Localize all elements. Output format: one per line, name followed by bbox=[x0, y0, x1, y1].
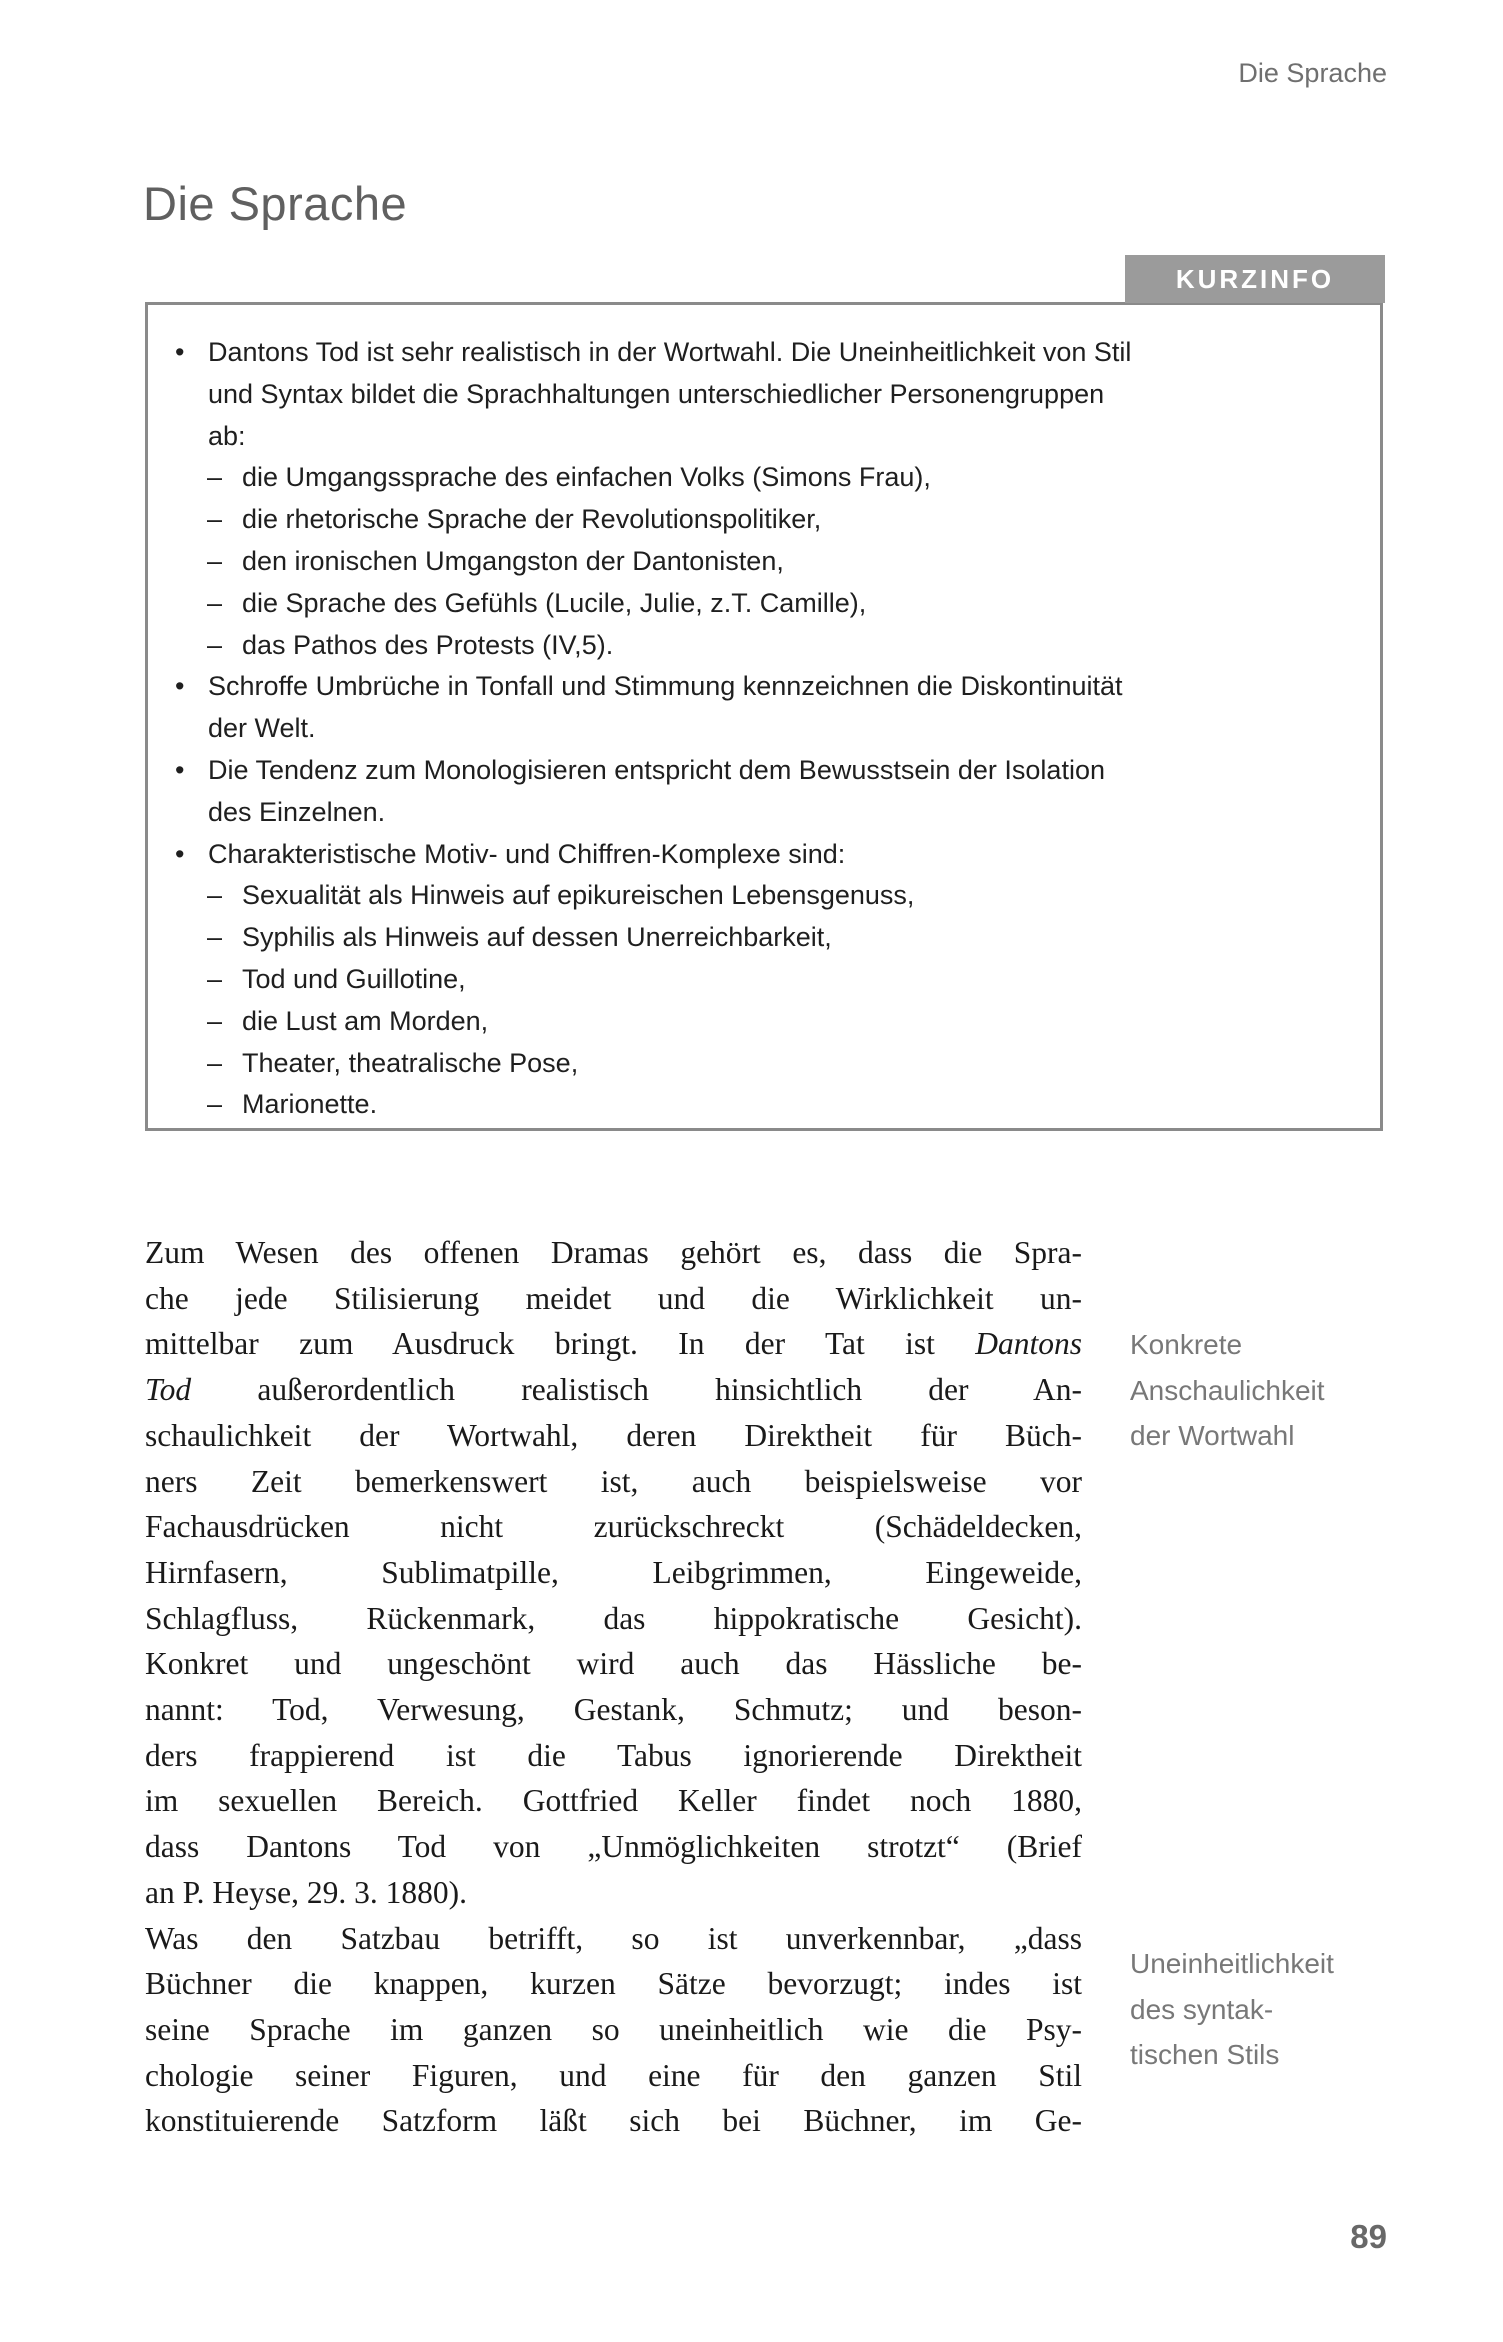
text-line: die Umgangssprache des einfachen Volks (Simons Frau), bbox=[242, 462, 931, 493]
dash-marker: – bbox=[207, 922, 223, 953]
text-line bbox=[145, 2007, 1082, 2053]
text-line bbox=[145, 1641, 1082, 1687]
text-line: Dantons Tod ist sehr realistisch in der Wortwahl. Die Uneinheitlichkeit von Stil bbox=[208, 337, 1132, 367]
page-title: Die Sprache bbox=[143, 177, 408, 230]
text-line: Tod und Guillotine, bbox=[242, 963, 466, 994]
text-segment: außerordentlich realistisch hinsichtlich der An- bbox=[191, 1372, 1082, 1408]
text-segment: chologie seiner Figuren, und eine für den ganzen Stil bbox=[145, 2057, 1082, 2093]
list-item-text bbox=[208, 834, 1360, 876]
list-item bbox=[148, 625, 1360, 667]
text-line: die Sprache des Gefühls (Lucile, Julie, z.T. Camille), bbox=[242, 587, 867, 618]
text-segment: ners Zeit bemerkenswert ist, auch beispielsweise vor bbox=[145, 1463, 1082, 1499]
dash-marker: – bbox=[207, 462, 223, 493]
list-item-text bbox=[242, 1001, 1360, 1043]
text-line: die rhetorische Sprache der Revolutionspolitiker, bbox=[242, 504, 822, 535]
text-line bbox=[145, 1824, 1082, 1870]
list-item bbox=[148, 666, 1360, 750]
text-line: Syphilis als Hinweis auf dessen Unerreichbarkeit, bbox=[242, 922, 832, 953]
text-segment: ders frappierend ist die Tabus ignorierende Direktheit bbox=[145, 1737, 1082, 1773]
dash-marker: – bbox=[207, 963, 223, 994]
kurzinfo-box bbox=[145, 302, 1383, 1131]
text-segment: nannt: Tod, Verwesung, Gestank, Schmutz; und beson- bbox=[145, 1692, 1082, 1728]
list-item-text bbox=[242, 1084, 1360, 1126]
list-item bbox=[148, 541, 1360, 583]
text-line bbox=[145, 1733, 1082, 1779]
text-line bbox=[145, 1870, 1082, 1916]
italic-text: Dantons bbox=[975, 1326, 1082, 1362]
list-item bbox=[148, 875, 1360, 917]
dash-marker: – bbox=[207, 880, 223, 911]
dash-marker: – bbox=[207, 1089, 223, 1120]
text-segment: Konkret und ungeschönt wird auch das Hässliche be- bbox=[145, 1646, 1082, 1682]
text-line bbox=[145, 1916, 1082, 1962]
list-item-text bbox=[208, 750, 1360, 834]
text-line bbox=[145, 1230, 1082, 1276]
list-item-text bbox=[242, 541, 1360, 583]
text-line: Konkrete bbox=[1130, 1329, 1243, 1360]
kurzinfo-badge: KURZINFO bbox=[1125, 255, 1385, 303]
list-item-text bbox=[242, 959, 1360, 1001]
text-line: Anschaulichkeit bbox=[1130, 1374, 1325, 1406]
text-line: des syntak- bbox=[1130, 1993, 1274, 2025]
text-line bbox=[145, 1596, 1082, 1642]
text-line bbox=[145, 1687, 1082, 1733]
list-item bbox=[148, 959, 1360, 1001]
text-line bbox=[145, 2053, 1082, 2099]
text-line: des Einzelnen. bbox=[208, 796, 386, 827]
list-item bbox=[148, 583, 1360, 625]
text-segment: Hirnfasern, Sublimatpille, Leibgrimmen, Eingeweide, bbox=[145, 1554, 1082, 1590]
list-item-text bbox=[242, 875, 1360, 917]
italic-text: Tod bbox=[145, 1372, 192, 1408]
list-item bbox=[148, 1001, 1360, 1043]
list-item-text bbox=[208, 666, 1360, 750]
text-segment: dass Dantons Tod von „Unmöglichkeiten strotzt“ (Brief bbox=[145, 1829, 1082, 1865]
text-segment: mittelbar zum Ausdruck bringt. In der Tat ist bbox=[145, 1326, 976, 1362]
text-line: Marionette. bbox=[242, 1089, 378, 1120]
text-segment: che jede Stilisierung meidet und die Wirklichkeit un- bbox=[145, 1280, 1082, 1316]
dash-marker: – bbox=[207, 504, 223, 535]
body-text bbox=[145, 1230, 1082, 2144]
text-line: Schroffe Umbrüche in Tonfall und Stimmung kennzeichnen die Diskontinuität bbox=[208, 671, 1123, 702]
list-item bbox=[148, 750, 1360, 834]
text-line: der Wortwahl bbox=[1130, 1420, 1295, 1452]
page-number: 89 bbox=[1350, 2218, 1387, 2255]
text-line bbox=[145, 1321, 1082, 1367]
list-item-text bbox=[242, 499, 1360, 541]
text-line: die Lust am Morden, bbox=[242, 1005, 489, 1036]
text-line: den ironischen Umgangston der Dantonisten, bbox=[242, 545, 784, 576]
margin-note-wortwahl bbox=[1130, 1322, 1410, 1459]
text-line bbox=[145, 1459, 1082, 1505]
text-line bbox=[145, 1367, 1082, 1413]
list-item-text bbox=[242, 457, 1360, 499]
text-line: Uneinheitlichkeit bbox=[1130, 1948, 1334, 1979]
list-item-text bbox=[242, 583, 1360, 625]
text-line bbox=[145, 1276, 1082, 1322]
bullet-marker: • bbox=[175, 838, 185, 869]
text-segment: Büchner die knappen, kurzen Sätze bevorzugt; indes ist bbox=[145, 1966, 1082, 2002]
text-line bbox=[145, 1550, 1082, 1596]
text-line: Charakteristische Motiv- und Chiffren-Komplexe sind: bbox=[208, 838, 846, 869]
text-line: das Pathos des Protests (IV,5). bbox=[242, 629, 614, 660]
text-line bbox=[145, 1504, 1082, 1550]
dash-marker: – bbox=[207, 1047, 223, 1078]
bullet-marker: • bbox=[175, 337, 185, 367]
list-item-text bbox=[242, 1043, 1360, 1085]
text-segment: konstituierende Satzform läßt sich bei Büchner, im Ge- bbox=[145, 2103, 1082, 2139]
dash-marker: – bbox=[207, 629, 223, 660]
bullet-marker: • bbox=[175, 671, 185, 702]
bullet-marker: • bbox=[175, 754, 185, 785]
text-segment: Schlagfluss, Rückenmark, das hippokratische Gesicht). bbox=[145, 1600, 1082, 1636]
list-item-text bbox=[208, 332, 1360, 457]
text-segment: Zum Wesen des offenen Dramas gehört es, dass die Spra- bbox=[145, 1235, 1082, 1270]
margin-note-syntax bbox=[1130, 1941, 1410, 2078]
list-item bbox=[148, 917, 1360, 959]
text-line bbox=[145, 1413, 1082, 1459]
dash-marker: – bbox=[207, 545, 223, 576]
text-line bbox=[145, 1961, 1082, 2007]
dash-marker: – bbox=[207, 1005, 223, 1036]
text-segment: im sexuellen Bereich. Gottfried Keller findet noch 1880, bbox=[145, 1783, 1082, 1819]
text-segment: seine Sprache im ganzen so uneinheitlich wie die Psy- bbox=[145, 2011, 1082, 2047]
text-line: der Welt. bbox=[208, 713, 316, 744]
text-segment: Fachausdrücken nicht zurückschreckt (Schädeldecken, bbox=[145, 1509, 1082, 1545]
list-item bbox=[148, 1084, 1360, 1126]
list-item bbox=[148, 457, 1360, 499]
text-line: tischen Stils bbox=[1130, 2039, 1280, 2071]
list-item-text bbox=[242, 625, 1360, 667]
list-item bbox=[148, 834, 1360, 876]
text-segment: schaulichkeit der Wortwahl, deren Direktheit für Büch- bbox=[145, 1417, 1082, 1453]
text-segment: Was den Satzbau betrifft, so ist unverkennbar, „dass bbox=[145, 1920, 1082, 1956]
text-line: Die Tendenz zum Monologisieren entspricht dem Bewusstsein der Isolation bbox=[208, 754, 1105, 785]
text-segment: an P. Heyse, 29. 3. 1880). bbox=[145, 1874, 467, 1910]
dash-marker: – bbox=[207, 587, 223, 618]
list-item bbox=[148, 1043, 1360, 1085]
list-item bbox=[148, 332, 1360, 457]
list-item bbox=[148, 499, 1360, 541]
text-line bbox=[145, 2098, 1082, 2144]
running-head: Die Sprache bbox=[1238, 58, 1387, 88]
text-line: und Syntax bildet die Sprachhaltungen unterschiedlicher Personengruppen bbox=[208, 378, 1105, 409]
text-line: Sexualität als Hinweis auf epikureischen Lebensgenuss, bbox=[242, 880, 915, 911]
text-line: Theater, theatralische Pose, bbox=[242, 1047, 579, 1078]
text-line bbox=[145, 1778, 1082, 1824]
list-item-text bbox=[242, 917, 1360, 959]
text-line: ab: bbox=[208, 420, 246, 451]
